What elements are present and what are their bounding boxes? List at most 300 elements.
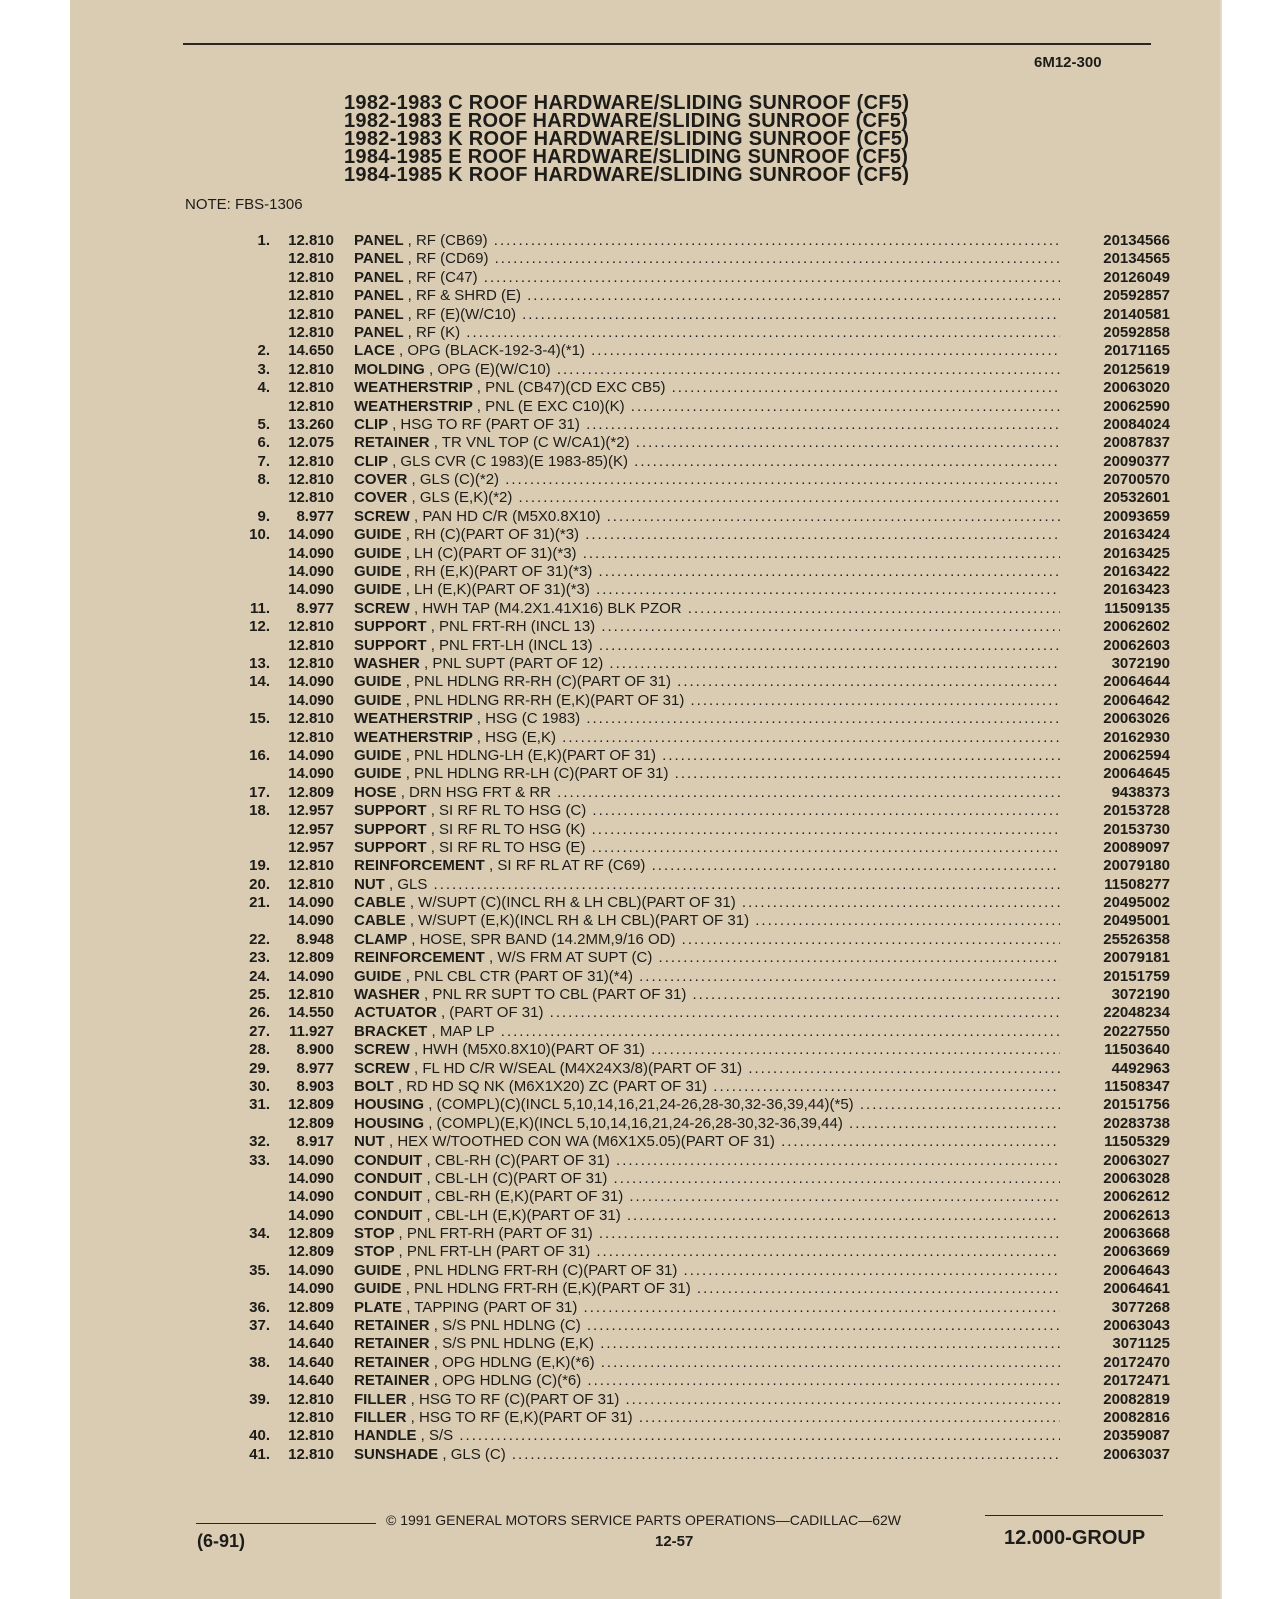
ref-number: 24. <box>249 967 270 985</box>
part-detail: , HWH TAP (M4.2X1.41X16) BLK PZOR <box>414 599 682 617</box>
group-number: 12.810 <box>288 636 334 654</box>
part-description <box>354 416 1060 434</box>
part-detail: , PNL FRT-RH (INCL 13) <box>430 618 596 636</box>
part-number: 9438373 <box>1111 783 1170 801</box>
group-number: 12.809 <box>288 1298 334 1316</box>
title-line: 1982-1983 E ROOF HARDWARE/SLIDING SUNROOF (CF5) <box>344 110 909 132</box>
ref-number: 9. <box>257 507 270 525</box>
ref-number: 4. <box>257 379 270 397</box>
part-row <box>230 471 1170 489</box>
part-description <box>354 1170 1060 1188</box>
part-row <box>230 306 1170 324</box>
part-detail: , S/S <box>420 1427 454 1445</box>
part-detail: , RF (CD69) <box>407 250 489 268</box>
part-description <box>354 287 1060 305</box>
part-number: 20062612 <box>1103 1188 1170 1206</box>
ref-number: 31. <box>249 1096 270 1114</box>
part-description <box>354 342 1060 360</box>
part-name: SUPPORT <box>354 636 427 654</box>
ref-number: 1. <box>257 232 270 249</box>
part-name: GUIDE <box>354 765 402 783</box>
part-description <box>354 618 1060 636</box>
part-number: 20592858 <box>1103 323 1170 341</box>
group-number: 12.957 <box>288 838 334 856</box>
ref-number: 38. <box>249 1353 270 1371</box>
group-number: 14.650 <box>288 342 334 360</box>
ref-number: 30. <box>249 1077 270 1095</box>
part-name: SCREW <box>354 1041 410 1059</box>
part-number: 20151759 <box>1103 967 1170 985</box>
part-detail: , HWH (M5X0.8X10)(PART OF 31) <box>414 1041 645 1059</box>
part-detail: , RH (E,K)(PART OF 31)(*3) <box>405 563 593 581</box>
part-detail: , SI RF RL TO HSG (C) <box>430 802 587 820</box>
group-number: 12.810 <box>288 232 334 249</box>
group-number: 12.810 <box>288 397 334 415</box>
part-name: CLAMP <box>354 930 408 948</box>
part-name: WEATHERSTRIP <box>354 710 473 728</box>
part-detail: , GLS (E,K)(*2) <box>411 489 513 507</box>
part-row <box>230 839 1170 857</box>
part-row <box>230 1280 1170 1298</box>
group-number: 12.810 <box>288 452 334 470</box>
group-number: 14.090 <box>288 544 334 562</box>
part-description <box>354 1060 1060 1078</box>
part-detail: , PNL HDLNG FRT-RH (E,K)(PART OF 31) <box>405 1280 691 1298</box>
group-number: 14.090 <box>288 526 334 544</box>
group-number: 14.090 <box>288 1280 334 1298</box>
part-number: 11508277 <box>1104 875 1170 893</box>
part-description <box>354 986 1060 1004</box>
part-row <box>230 453 1170 471</box>
part-row <box>230 581 1170 599</box>
part-description <box>354 1243 1060 1261</box>
parts-list <box>230 232 1170 1464</box>
part-name: GUIDE <box>354 581 402 599</box>
part-detail: , PNL (CB47)(CD EXC CB5) <box>476 379 666 397</box>
part-detail: , OPG (BLACK-192-3-4)(*1) <box>399 342 585 360</box>
part-row <box>230 361 1170 379</box>
part-name: SCREW <box>354 1059 410 1077</box>
part-name: GUIDE <box>354 691 402 709</box>
part-detail: , HSG TO RF (PART OF 31) <box>392 415 580 433</box>
group-number: 12.810 <box>288 654 334 672</box>
part-row <box>230 1023 1170 1041</box>
part-number: 3077268 <box>1111 1298 1170 1316</box>
ref-number: 33. <box>249 1151 270 1169</box>
part-description <box>354 1115 1060 1133</box>
part-row <box>230 912 1170 930</box>
group-number: 12.810 <box>288 857 334 875</box>
part-number: 20062613 <box>1103 1206 1170 1224</box>
part-number: 20126049 <box>1103 268 1170 286</box>
part-description <box>354 1335 1060 1353</box>
group-number: 12.809 <box>288 1243 334 1261</box>
part-description <box>354 1133 1060 1151</box>
ref-number: 18. <box>249 802 270 820</box>
part-description <box>354 673 1060 691</box>
part-detail: , DRN HSG FRT & RR <box>400 783 551 801</box>
part-name: SCREW <box>354 507 410 525</box>
part-number: 20151756 <box>1103 1096 1170 1114</box>
part-detail: , CBL-RH (E,K)(PART OF 31) <box>426 1188 624 1206</box>
group-number: 12.810 <box>288 287 334 305</box>
ref-number: 27. <box>249 1022 270 1040</box>
part-name: NUT <box>354 875 385 893</box>
part-name: RETAINER <box>354 1317 430 1335</box>
group-number: 12.809 <box>288 783 334 801</box>
footer-rule-left <box>196 1523 376 1524</box>
part-detail: , PNL FRT-RH (PART OF 31) <box>398 1225 593 1243</box>
group-number: 14.090 <box>288 1151 334 1169</box>
part-row <box>230 949 1170 967</box>
part-number: 20087837 <box>1103 434 1170 452</box>
part-description <box>354 1096 1060 1114</box>
part-row <box>230 545 1170 563</box>
ref-number: 41. <box>249 1445 270 1463</box>
copyright-notice: © 1991 GENERAL MOTORS SERVICE PARTS OPERATIONS—CADILLAC—62W <box>386 1512 901 1528</box>
part-detail: , CBL-RH (C)(PART OF 31) <box>426 1151 610 1169</box>
part-row <box>230 1225 1170 1243</box>
part-row <box>230 1152 1170 1170</box>
part-row <box>230 250 1170 268</box>
part-detail: , (PART OF 31) <box>440 1004 544 1022</box>
group-number: 12.810 <box>288 379 334 397</box>
part-name: HOSE <box>354 783 397 801</box>
part-detail: , PNL (E EXC C10)(K) <box>476 397 625 415</box>
part-name: SUPPORT <box>354 802 427 820</box>
part-description <box>354 1225 1060 1243</box>
group-number: 14.640 <box>288 1317 334 1335</box>
part-detail: , LH (C)(PART OF 31)(*3) <box>405 544 577 562</box>
part-description <box>354 710 1060 728</box>
ref-number: 2. <box>257 342 270 360</box>
part-detail: , HSG TO RF (E,K)(PART OF 31) <box>410 1409 633 1426</box>
part-name: GUIDE <box>354 746 402 764</box>
part-row <box>230 931 1170 949</box>
ref-number: 21. <box>249 894 270 912</box>
part-detail: , GLS <box>389 875 428 893</box>
part-name: STOP <box>354 1225 395 1243</box>
part-number: 20134565 <box>1103 250 1170 268</box>
part-name: HOUSING <box>354 1114 425 1132</box>
part-number: 20062602 <box>1103 618 1170 636</box>
part-number: 20089097 <box>1103 838 1170 856</box>
part-row <box>230 1335 1170 1353</box>
part-name: SUPPORT <box>354 820 427 838</box>
part-description <box>354 876 1060 894</box>
part-number: 20140581 <box>1103 305 1170 323</box>
part-row <box>230 1060 1170 1078</box>
part-detail: , HSG (E,K) <box>476 728 556 746</box>
part-number: 20495002 <box>1103 894 1170 912</box>
part-number: 20592857 <box>1103 287 1170 305</box>
part-name: STOP <box>354 1243 395 1261</box>
group-number: 14.090 <box>288 581 334 599</box>
part-detail: , W/SUPT (C)(INCL RH & LH CBL)(PART OF 31) <box>409 894 736 912</box>
part-name: CLIP <box>354 415 388 433</box>
part-description <box>354 581 1060 599</box>
part-description <box>354 1409 1060 1427</box>
part-row <box>230 600 1170 618</box>
part-row <box>230 1354 1170 1372</box>
part-row <box>230 379 1170 397</box>
part-number: 20153728 <box>1103 802 1170 820</box>
group-number: 13.260 <box>288 415 334 433</box>
part-description <box>354 1262 1060 1280</box>
part-description <box>354 453 1060 471</box>
part-number: 20062590 <box>1103 397 1170 415</box>
part-detail: , HSG TO RF (C)(PART OF 31) <box>410 1390 620 1408</box>
part-name: COVER <box>354 471 408 489</box>
part-detail: , RF & SHRD (E) <box>407 287 521 305</box>
ref-number: 35. <box>249 1261 270 1279</box>
group-number: 14.090 <box>288 673 334 691</box>
part-name: BRACKET <box>354 1022 428 1040</box>
part-description <box>354 1041 1060 1059</box>
part-row <box>230 1446 1170 1464</box>
revision-date: (6-91) <box>197 1531 246 1551</box>
part-description <box>354 655 1060 673</box>
part-row <box>230 876 1170 894</box>
part-description <box>354 306 1060 324</box>
part-description <box>354 894 1060 912</box>
part-name: SUPPORT <box>354 838 427 856</box>
part-row <box>230 765 1170 783</box>
part-detail: , RF (CB69) <box>407 232 488 249</box>
part-description <box>354 398 1060 416</box>
part-description <box>354 379 1060 397</box>
ref-number: 29. <box>249 1059 270 1077</box>
group-number: 12.810 <box>288 1409 334 1426</box>
group-number: 14.640 <box>288 1372 334 1390</box>
part-number: 20093659 <box>1103 507 1170 525</box>
part-number: 20063020 <box>1103 379 1170 397</box>
part-description <box>354 747 1060 765</box>
part-name: SUNSHADE <box>354 1445 439 1463</box>
group-number: 14.090 <box>288 765 334 783</box>
part-row <box>230 655 1170 673</box>
part-number: 20171165 <box>1104 342 1170 360</box>
part-number: 20063669 <box>1103 1243 1170 1261</box>
group-number: 12.810 <box>288 1390 334 1408</box>
ref-number: 3. <box>257 360 270 378</box>
part-name: HANDLE <box>354 1427 417 1445</box>
group-number: 8.977 <box>296 1059 334 1077</box>
title-line: 1984-1985 K ROOF HARDWARE/SLIDING SUNROOF (CF5) <box>344 164 910 186</box>
part-row <box>230 232 1170 250</box>
part-row <box>230 489 1170 507</box>
part-number: 20359087 <box>1103 1427 1170 1445</box>
group-number: 14.090 <box>288 691 334 709</box>
part-number: 20532601 <box>1103 489 1170 507</box>
ref-number: 5. <box>257 415 270 433</box>
group-number: 12.810 <box>288 618 334 636</box>
part-name: WASHER <box>354 986 420 1004</box>
part-name: REINFORCEMENT <box>354 949 485 967</box>
group-number: 14.640 <box>288 1353 334 1371</box>
part-description <box>354 1446 1060 1464</box>
group-number: 12.810 <box>288 710 334 728</box>
part-number: 20062603 <box>1103 636 1170 654</box>
ref-number: 11. <box>249 599 270 617</box>
part-row <box>230 857 1170 875</box>
part-description <box>354 1391 1060 1409</box>
part-name: WEATHERSTRIP <box>354 397 473 415</box>
part-number: 20063668 <box>1103 1225 1170 1243</box>
part-description <box>354 1427 1060 1445</box>
part-description <box>354 692 1060 710</box>
group-number: 11.927 <box>288 1022 334 1040</box>
part-name: GUIDE <box>354 563 402 581</box>
part-row <box>230 1243 1170 1261</box>
part-number: 20062594 <box>1103 746 1170 764</box>
part-number: 20082816 <box>1103 1409 1170 1426</box>
part-name: PANEL <box>354 250 404 268</box>
part-name: CONDUIT <box>354 1169 423 1187</box>
part-number: 11509135 <box>1104 599 1170 617</box>
ref-number: 20. <box>249 875 270 893</box>
part-row <box>230 1004 1170 1022</box>
part-number: 20163423 <box>1103 581 1170 599</box>
part-detail: , PNL HDLNG RR-RH (C)(PART OF 31) <box>405 673 671 691</box>
part-description <box>354 765 1060 783</box>
group-number: 12.810 <box>288 986 334 1004</box>
part-detail: , SI RF RL AT RF (C69) <box>489 857 646 875</box>
part-description <box>354 1152 1060 1170</box>
ref-number: 23. <box>249 949 270 967</box>
part-number: 20153730 <box>1103 820 1170 838</box>
part-number: 20163424 <box>1103 526 1170 544</box>
group-number: 12.810 <box>288 250 334 268</box>
ref-number: 40. <box>249 1427 270 1445</box>
group-number: 12.809 <box>288 1225 334 1243</box>
part-number: 25526358 <box>1103 930 1170 948</box>
top-rule <box>183 43 1151 45</box>
part-name: GUIDE <box>354 544 402 562</box>
part-detail: , SI RF RL TO HSG (K) <box>430 820 586 838</box>
ref-number: 15. <box>249 710 270 728</box>
page-number: 12-57 <box>655 1533 694 1550</box>
group-number: 12.957 <box>288 820 334 838</box>
part-row <box>230 784 1170 802</box>
group-number: 14.550 <box>288 1004 334 1022</box>
part-description <box>354 1078 1060 1096</box>
part-description <box>354 1004 1060 1022</box>
part-detail: , GLS (C) <box>442 1445 506 1463</box>
group-number: 12.809 <box>288 1096 334 1114</box>
part-name: REINFORCEMENT <box>354 857 485 875</box>
part-description <box>354 821 1060 839</box>
group-number: 12.810 <box>288 323 334 341</box>
part-number: 20172471 <box>1103 1372 1170 1390</box>
part-number: 20134566 <box>1103 232 1170 249</box>
ref-number: 16. <box>249 746 270 764</box>
part-detail: , PNL FRT-LH (PART OF 31) <box>398 1243 591 1261</box>
part-row <box>230 1207 1170 1225</box>
part-name: PANEL <box>354 268 404 286</box>
group-number: 14.090 <box>288 1188 334 1206</box>
part-description <box>354 489 1060 507</box>
part-row <box>230 287 1170 305</box>
part-name: PANEL <box>354 305 404 323</box>
part-number: 20084024 <box>1103 415 1170 433</box>
part-number: 20063026 <box>1103 710 1170 728</box>
ref-number: 6. <box>257 434 270 452</box>
part-detail: , W/SUPT (E,K)(INCL RH & LH CBL)(PART OF 31) <box>409 912 750 930</box>
part-row <box>230 1409 1170 1427</box>
part-row <box>230 968 1170 986</box>
ref-number: 17. <box>249 783 270 801</box>
part-detail: , RF (K) <box>407 323 461 341</box>
part-name: PLATE <box>354 1298 403 1316</box>
group-label: 12.000-GROUP <box>1004 1527 1146 1549</box>
group-number: 8.977 <box>296 507 334 525</box>
group-number: 8.917 <box>296 1133 334 1151</box>
note: NOTE: FBS-1306 <box>185 196 303 213</box>
group-number: 14.640 <box>288 1335 334 1353</box>
part-detail: , MAP LP <box>431 1022 495 1040</box>
title-line: 1982-1983 K ROOF HARDWARE/SLIDING SUNROOF (CF5) <box>344 128 910 150</box>
group-number: 14.090 <box>288 912 334 930</box>
part-detail: , GLS (C)(*2) <box>411 471 500 489</box>
group-number: 12.809 <box>288 1114 334 1132</box>
part-name: CONDUIT <box>354 1151 423 1169</box>
part-name: GUIDE <box>354 673 402 691</box>
part-number: 20079181 <box>1103 949 1170 967</box>
part-name: RETAINER <box>354 1372 430 1390</box>
part-name: SUPPORT <box>354 618 427 636</box>
part-row <box>230 1372 1170 1390</box>
footer-rule-right <box>985 1515 1163 1516</box>
part-description <box>354 857 1060 875</box>
part-row <box>230 1427 1170 1445</box>
part-row <box>230 1078 1170 1096</box>
part-description <box>354 784 1060 802</box>
part-name: MOLDING <box>354 360 425 378</box>
part-row <box>230 1115 1170 1133</box>
group-number: 14.090 <box>288 746 334 764</box>
part-number: 22048234 <box>1103 1004 1170 1022</box>
ref-number: 36. <box>249 1298 270 1316</box>
part-row <box>230 1041 1170 1059</box>
part-name: HOUSING <box>354 1096 425 1114</box>
part-name: ACTUATOR <box>354 1004 437 1022</box>
ref-number: 7. <box>257 452 270 470</box>
part-name: RETAINER <box>354 1335 430 1353</box>
part-detail: , TAPPING (PART OF 31) <box>406 1298 578 1316</box>
part-name: GUIDE <box>354 526 402 544</box>
part-number: 20082819 <box>1103 1390 1170 1408</box>
part-detail: , GLS CVR (C 1983)(E 1983-85)(K) <box>392 452 628 470</box>
part-number: 20063043 <box>1103 1317 1170 1335</box>
part-detail: , PNL FRT-LH (INCL 13) <box>430 636 593 654</box>
ref-number: 8. <box>257 471 270 489</box>
part-detail: , PNL HDLNG RR-LH (C)(PART OF 31) <box>405 765 669 783</box>
group-number: 12.810 <box>288 1445 334 1463</box>
part-description <box>354 361 1060 379</box>
part-detail: , OPG HDLNG (C)(*6) <box>433 1372 582 1390</box>
part-number: 20079180 <box>1103 857 1170 875</box>
group-number: 12.810 <box>288 471 334 489</box>
part-detail: , RF (C47) <box>407 268 478 286</box>
part-description <box>354 729 1060 747</box>
part-description <box>354 1188 1060 1206</box>
part-description <box>354 1317 1060 1335</box>
ref-number: 28. <box>249 1041 270 1059</box>
part-detail: , PNL HDLNG FRT-RH (C)(PART OF 31) <box>405 1261 678 1279</box>
ref-number: 10. <box>249 526 270 544</box>
part-detail: , PNL RR SUPT TO CBL (PART OF 31) <box>424 986 687 1004</box>
